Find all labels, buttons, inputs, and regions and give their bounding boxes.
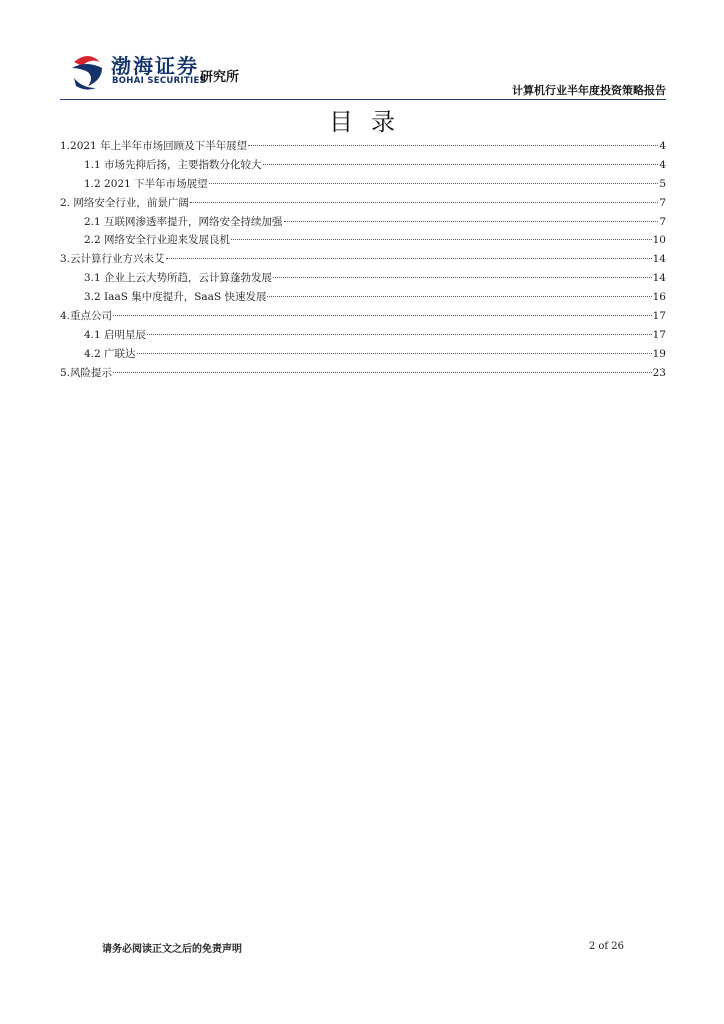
- toc-entry-label: 3.2 IaaS 集中度提升，SaaS 快速发展: [84, 291, 267, 304]
- toc-entry[interactable]: [60, 137, 666, 156]
- toc-entry-page: 14: [652, 253, 666, 266]
- toc-entry[interactable]: [60, 307, 666, 326]
- toc-entry-page: 5: [659, 177, 666, 190]
- toc-dot-leader: [267, 296, 651, 297]
- toc-entry-label: 4.2 广联达: [84, 347, 136, 360]
- toc-dot-leader: [113, 372, 652, 373]
- toc-entry-label: 3.云计算行业方兴未艾: [60, 253, 165, 266]
- logo-institute-label: 研究所: [200, 70, 240, 85]
- toc-entry[interactable]: [60, 231, 666, 250]
- toc-entry-page: 14: [652, 272, 666, 285]
- toc-entry-page: 4: [659, 158, 666, 171]
- page-number: 2 of 26: [588, 941, 624, 952]
- toc-entry-label: 1.2 2021 下半年市场展望: [84, 177, 208, 190]
- table-of-contents: [60, 137, 666, 383]
- toc-entry-label: 1.1 市场先抑后扬，主要指数分化较大: [84, 158, 262, 171]
- toc-entry[interactable]: [60, 364, 666, 383]
- report-title: 计算机行业半年度投资策略报告: [512, 84, 666, 97]
- toc-entry[interactable]: [60, 213, 666, 232]
- toc-entry-page: 7: [659, 196, 666, 209]
- toc-dot-leader: [209, 183, 659, 184]
- toc-dot-leader: [284, 221, 659, 222]
- toc-entry-page: 7: [659, 215, 666, 228]
- toc-dot-leader: [113, 315, 652, 316]
- toc-entry-page: 19: [652, 347, 666, 360]
- logo-chinese-name: 渤海证券: [111, 54, 199, 78]
- toc-dot-leader: [137, 353, 652, 354]
- toc-dot-leader: [166, 258, 652, 259]
- toc-entry-label: 5.风险提示: [60, 366, 113, 379]
- toc-entry-label: 3.1 企业上云大势所趋，云计算蓬勃发展: [84, 272, 273, 285]
- toc-entry[interactable]: [60, 175, 666, 194]
- toc-dot-leader: [273, 277, 652, 278]
- toc-entry-label: 4.重点公司: [60, 310, 113, 323]
- toc-dot-leader: [190, 202, 658, 203]
- toc-entry-page: 4: [659, 140, 666, 152]
- toc-entry-label: 2.1 互联网渗透率提升，网络安全持续加强: [84, 215, 283, 228]
- toc-entry[interactable]: [60, 288, 666, 307]
- toc-entry-page: 17: [652, 310, 666, 323]
- toc-dot-leader: [147, 334, 652, 335]
- toc-entry[interactable]: [60, 269, 666, 288]
- toc-entry[interactable]: [60, 326, 666, 345]
- page-header: [60, 48, 666, 100]
- toc-entry[interactable]: [60, 250, 666, 269]
- toc-entry[interactable]: [60, 156, 666, 175]
- toc-dot-leader: [263, 164, 659, 165]
- toc-entry-page: 10: [652, 234, 666, 247]
- toc-entry-label: 1.2021 年上半年市场回顾及下半年展望: [60, 140, 248, 152]
- bohai-logo-icon: [68, 52, 108, 92]
- toc-entry-page: 16: [652, 291, 666, 304]
- toc-entry[interactable]: [60, 345, 666, 364]
- toc-title: 目录: [329, 108, 413, 136]
- toc-dot-leader: [248, 145, 658, 146]
- toc-entry-page: 23: [652, 366, 666, 379]
- footer-disclaimer: 请务必阅读正文之后的免责声明: [102, 944, 242, 955]
- header-divider: [60, 99, 666, 100]
- toc-entry-label: 2. 网络安全行业，前景广阔: [60, 196, 189, 209]
- toc-entry-label: 2.2 网络安全行业迎来发展良机: [84, 234, 231, 247]
- toc-entry-page: 17: [652, 328, 666, 341]
- logo-english-name: BOHAI SECURITIES: [112, 76, 206, 86]
- toc-dot-leader: [231, 239, 652, 240]
- toc-entry[interactable]: [60, 194, 666, 213]
- toc-entry-label: 4.1 启明星辰: [84, 328, 147, 341]
